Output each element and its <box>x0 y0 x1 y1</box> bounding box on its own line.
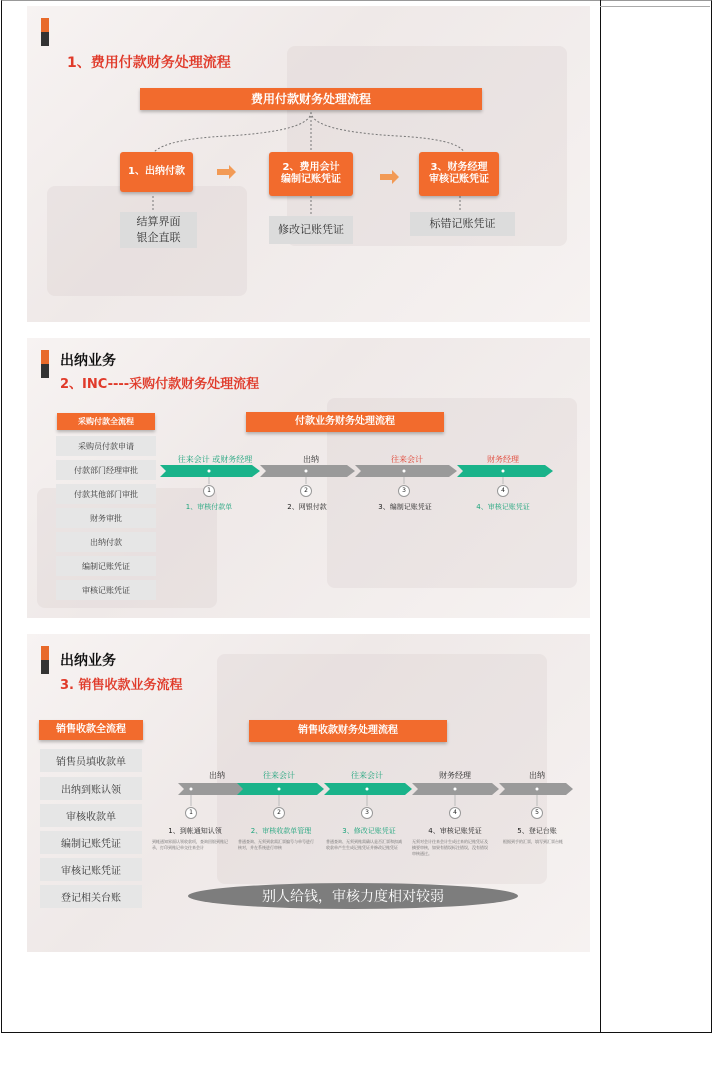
role-label: 往来会计 <box>391 455 423 464</box>
list-item: 付款其他部门审批 <box>56 484 156 504</box>
step-number: 3 <box>398 485 410 497</box>
role-label: 出纳 <box>303 455 319 464</box>
step-1-label: 1、出纳付款 <box>128 165 185 177</box>
step-label: 4、审核记账凭证 <box>476 503 530 511</box>
list-item: 登记相关台账 <box>40 885 142 908</box>
slide-expense-payment <box>27 6 590 322</box>
step-3-box <box>419 152 499 196</box>
slide-sales-receipt <box>27 634 590 952</box>
list-item: 编制记账凭证 <box>56 556 156 576</box>
list-item: 付款部门经理审批 <box>56 460 156 480</box>
top-rule <box>600 6 710 7</box>
role-label: 财务经理 <box>439 771 471 780</box>
step-2-note <box>269 216 353 244</box>
step-3-note <box>410 212 515 236</box>
step-1-note-text: 结算界面 银企直联 <box>136 214 181 244</box>
section-heading: 出纳业务 <box>60 353 116 369</box>
step-3-note-text: 标错记账凭证 <box>429 216 496 230</box>
list-item: 出纳到账认领 <box>40 777 142 800</box>
slide-title: 1、费用付款财务处理流程 <box>67 55 231 71</box>
step-label: 2、网银付款 <box>287 503 327 511</box>
step-number: 1 <box>203 485 215 497</box>
step-number: 5 <box>531 807 543 819</box>
step-note: 无须对会计往来会计生成过来的记账凭证及摘要审核，如果有错误标注错误，没有错误审核通过。 <box>412 839 488 856</box>
slide-purchase-payment <box>27 338 590 618</box>
step-3-label: 3、财务经理 审核记账凭证 <box>429 161 489 185</box>
list-header: 销售收款全流程 <box>39 720 143 740</box>
role-label: 往来会计 <box>351 771 383 780</box>
step-number: 4 <box>449 807 461 819</box>
step-label: 1、审核付款单 <box>185 503 233 511</box>
list-header: 采购付款全流程 <box>57 413 155 430</box>
footer-pill <box>188 883 518 909</box>
flow-banner: 销售收款财务处理流程 <box>249 720 447 742</box>
list-item: 出纳付款 <box>56 532 156 552</box>
flow-banner: 付款业务财务处理流程 <box>246 412 444 432</box>
list-item: 编制记账凭证 <box>40 831 142 854</box>
step-label: 3、修改记账凭证 <box>342 827 396 835</box>
step-note: 普通查询、无须到款需汇票编号与单号进行核对，并在系统进行审核 <box>238 839 314 850</box>
step-note: 根据到手的汇票，填写到汇票台帐 <box>503 839 563 844</box>
slide-title: 3. 销售收款业务流程 <box>60 678 183 693</box>
step-number: 2 <box>300 485 312 497</box>
role-label: 财务经理 <box>487 455 519 464</box>
step-number: 2 <box>273 807 285 819</box>
step-note: 到帐通知界面认领收款项，查询回银到账记录，打印到账记单交往来会计 <box>152 839 228 850</box>
role-label: 往来会计 或财务经理 <box>177 455 253 464</box>
step-number: 1 <box>185 807 197 819</box>
slide-title: 2、INC----采购付款财务处理流程 <box>60 377 260 392</box>
step-label: 3、编制记账凭证 <box>378 503 432 511</box>
role-label: 出纳 <box>529 771 545 780</box>
step-2-box <box>269 152 353 196</box>
step-note: 普通查询、无须到账需确认是否汇票和扣减收款单产生生成记账凭证并修改记账凭证 <box>326 839 402 850</box>
flow-banner: 费用付款财务处理流程 <box>140 88 482 110</box>
step-2-label: 2、费用会计 编制记账凭证 <box>281 161 341 185</box>
list-item: 审核记账凭证 <box>56 580 156 600</box>
step-label: 4、审核记账凭证 <box>428 827 482 835</box>
process-chevrons <box>27 338 590 618</box>
list-item: 销售员填收款单 <box>40 749 142 772</box>
step-number: 3 <box>361 807 373 819</box>
footer-text: 别人给钱，审核力度相对较弱 <box>262 889 444 905</box>
role-label: 出纳 <box>209 771 225 780</box>
list-item: 审核收款单 <box>40 804 142 827</box>
step-label: 1、到帐通知认领 <box>168 827 222 835</box>
section-heading: 出纳业务 <box>60 653 116 669</box>
column-divider <box>600 0 601 1033</box>
step-number: 4 <box>497 485 509 497</box>
list-item: 财务审批 <box>56 508 156 528</box>
role-label: 往来会计 <box>263 771 295 780</box>
step-1-box <box>120 152 193 192</box>
step-1-note <box>120 212 197 248</box>
step-label: 5、登记台账 <box>517 827 557 835</box>
list-item: 采购员付款申请 <box>56 436 156 456</box>
list-item: 审核记账凭证 <box>40 858 142 881</box>
step-2-note-text: 修改记账凭证 <box>278 222 344 236</box>
step-label: 2、审核收款单管理 <box>250 827 312 835</box>
